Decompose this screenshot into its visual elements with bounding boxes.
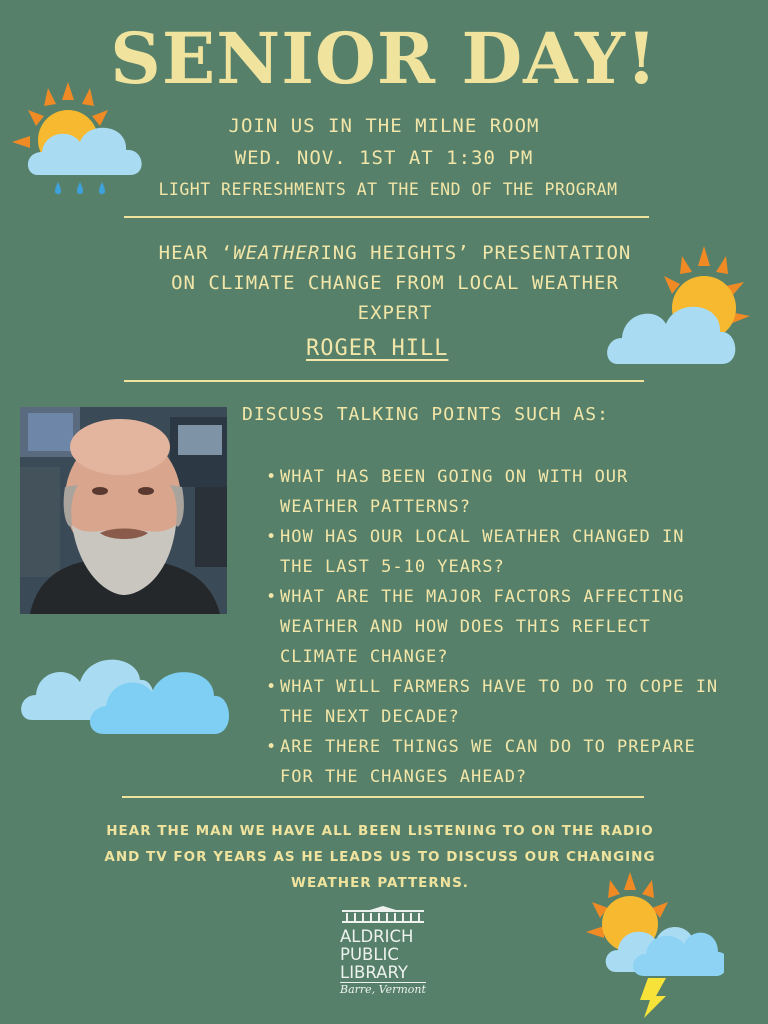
event-location: JOIN US IN THE MILNE ROOM (228, 115, 540, 137)
list-item: • WHAT WILL FARMERS HAVE TO DO TO COPE IN THE NEXT DECADE? (266, 672, 756, 732)
library-building-icon (340, 906, 426, 924)
cloud-icon (18, 640, 238, 740)
sun-cloud-lightning-icon (586, 872, 724, 1020)
list-item: • WHAT HAS BEEN GOING ON WITH OUR WEATHER PATTERNS? (266, 462, 756, 522)
speaker-name: ROGER HILL (306, 336, 449, 361)
divider (124, 380, 644, 382)
closing-text: HEAR THE MAN WE HAVE ALL BEEN LISTENING TO ON THE RADIO AND TV FOR YEARS AS HE LEADS US TO DISCUSS OUR CHANGING WEATHER PATTERNS. (104, 823, 656, 891)
logo-line: LIBRARY (340, 964, 426, 983)
logo-line: PUBLIC (340, 945, 399, 964)
event-datetime: WED. NOV. 1ST AT 1:30 PM (234, 147, 534, 169)
event-refreshments: LIGHT REFRESHMENTS AT THE END OF THE PROGRAM (158, 180, 618, 199)
sun-cloud-icon (604, 246, 754, 371)
poster-title: SENIOR DAY! (110, 17, 658, 100)
presentation-text: HEAR ‘WEATHERING HEIGHTS’ PRESENTATION ON CLIMATE CHANGE FROM LOCAL WEATHER EXPERT (158, 242, 632, 324)
speaker-photo (20, 407, 227, 614)
list-item: • ARE THERE THINGS WE CAN DO TO PREPARE FOR THE CHANGES AHEAD? (266, 732, 756, 792)
library-logo (340, 906, 426, 1000)
sun-cloud-rain-icon (8, 80, 148, 205)
divider (124, 216, 649, 218)
discussion-heading: DISCUSS TALKING POINTS SUCH AS: (242, 404, 609, 425)
divider (122, 796, 644, 798)
talking-points-list (266, 462, 756, 792)
logo-place: Barre, Vermont (340, 983, 426, 996)
list-item: • WHAT ARE THE MAJOR FACTORS AFFECTING WEATHER AND HOW DOES THIS REFLECT CLIMATE CHANGE? (266, 582, 756, 672)
logo-line: ALDRICH (340, 927, 414, 946)
list-item: • HOW HAS OUR LOCAL WEATHER CHANGED IN THE LAST 5-10 YEARS? (266, 522, 756, 582)
